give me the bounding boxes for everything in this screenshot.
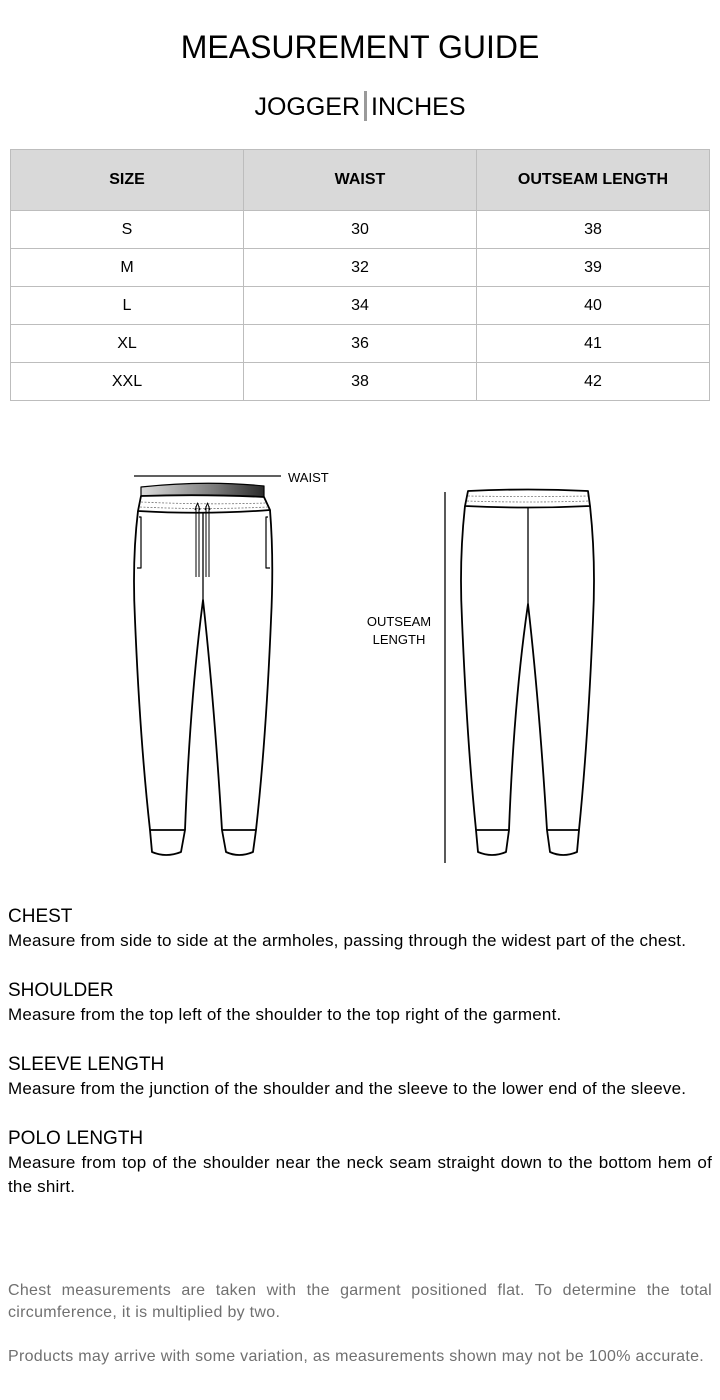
product-name: JOGGER <box>254 93 361 121</box>
waist-cell: 36 <box>244 325 477 363</box>
table-row <box>11 249 710 287</box>
measurement-definitions <box>8 905 712 1225</box>
definition-title: SLEEVE LENGTH <box>8 1054 165 1075</box>
definition-sleeve-length <box>8 1053 712 1101</box>
size-cell: M <box>11 249 244 287</box>
definition-shoulder <box>8 979 712 1027</box>
waist-cell: 30 <box>244 211 477 249</box>
outseam-cell: 42 <box>477 363 710 401</box>
outseam-label-line2: LENGTH <box>372 632 426 647</box>
outseam-label <box>358 613 440 649</box>
table-row <box>11 363 710 401</box>
definition-text: Measure from the junction of the shoulder and the sleeve to the lower end of the sleeve. <box>8 1079 687 1098</box>
outseam-cell: 39 <box>477 249 710 287</box>
column-header-outseam: OUTSEAM LENGTH <box>477 150 710 211</box>
outseam-cell: 38 <box>477 211 710 249</box>
size-table <box>10 149 710 401</box>
outseam-label-line1: OUTSEAM <box>366 614 432 629</box>
jogger-diagram <box>0 460 720 880</box>
waist-label: WAIST <box>288 470 329 485</box>
page-title: MEASUREMENT GUIDE <box>180 29 540 65</box>
jogger-illustration <box>0 460 720 880</box>
outseam-cell: 40 <box>477 287 710 325</box>
note-variation: Products may arrive with some variation, as measurements shown may not be 100% accurate. <box>8 1348 705 1365</box>
separator <box>364 91 367 121</box>
subtitle <box>0 90 720 124</box>
column-header-waist: WAIST <box>244 150 477 211</box>
table-header-row <box>11 150 710 211</box>
definition-polo-length <box>8 1127 712 1199</box>
waist-cell: 32 <box>244 249 477 287</box>
table-row <box>11 325 710 363</box>
table-row <box>11 287 710 325</box>
column-header-size: SIZE <box>11 150 244 211</box>
definition-title: POLO LENGTH <box>8 1128 144 1149</box>
table-row <box>11 211 710 249</box>
definition-title: SHOULDER <box>8 980 114 1001</box>
unit-label: INCHES <box>371 93 466 121</box>
definition-text: Measure from the top left of the shoulder to the top right of the garment. <box>8 1005 562 1024</box>
definition-text: Measure from top of the shoulder near the neck seam straight down to the bottom hem of the shirt. <box>8 1153 712 1196</box>
outseam-cell: 41 <box>477 325 710 363</box>
waist-cell: 34 <box>244 287 477 325</box>
definition-chest <box>8 905 712 953</box>
definition-title: CHEST <box>8 906 73 927</box>
waist-cell: 38 <box>244 363 477 401</box>
size-cell: S <box>11 211 244 249</box>
definition-text: Measure from side to side at the armholes, passing through the widest part of the chest. <box>8 931 687 950</box>
size-cell: L <box>11 287 244 325</box>
note-flat-measurement: Chest measurements are taken with the garment positioned flat. To determine the total circumference, it is multiplied by two. <box>8 1282 712 1321</box>
size-cell: XL <box>11 325 244 363</box>
notes <box>8 1280 712 1390</box>
size-cell: XXL <box>11 363 244 401</box>
